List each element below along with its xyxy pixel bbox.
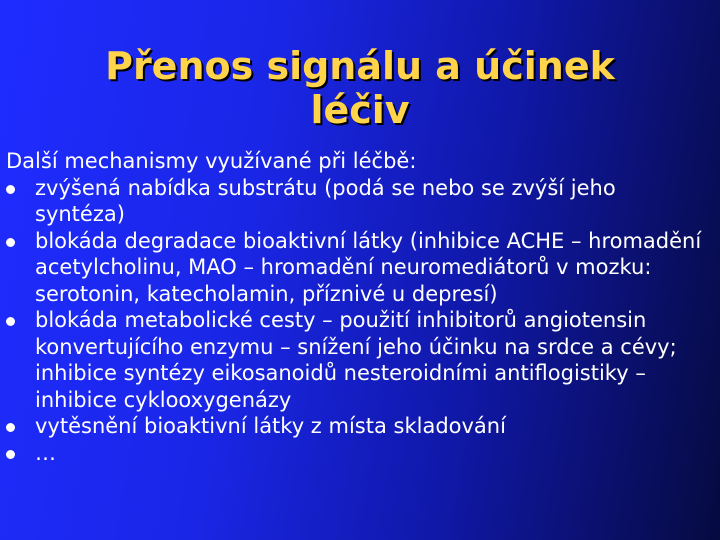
- bullet-item: [6, 440, 706, 467]
- bullet-text: blokáda degradace bioaktivní látky (inhibice ACHE – hromadění acetylcholinu, MAO – hromadění neuromediátorů v mozku: serotonin, katecholamin, příznivé u depresí): [35, 228, 702, 306]
- bullet-text: …: [35, 440, 56, 465]
- bullet-item: [6, 413, 706, 440]
- bullet-item: [6, 307, 706, 413]
- bullet-dot-icon: [6, 185, 15, 194]
- bullet-text: zvýšená nabídka substrátu (podá se nebo se zvýší jeho syntéza): [35, 175, 616, 226]
- bullet-dot-icon: [6, 423, 15, 432]
- slide-content: [6, 148, 706, 466]
- bullet-dot-icon: [6, 317, 15, 326]
- intro-text: Další mechanismy využívané při léčbě:: [6, 149, 417, 173]
- slide-title: [50, 44, 670, 132]
- bullet-item: [6, 228, 706, 308]
- slide-title-line2: léčiv: [310, 88, 410, 132]
- bullet-item: [6, 175, 706, 228]
- bullet-dot-icon: [6, 238, 15, 247]
- bullet-dot-icon: [6, 450, 15, 459]
- bullet-text: vytěsnění bioaktivní látky z místa skladování: [35, 414, 506, 438]
- bullet-list: [6, 175, 706, 467]
- slide-title-line1: Přenos signálu a účinek: [105, 44, 615, 88]
- bullet-text: blokáda metabolické cesty – použití inhibitorů angiotensin konvertujícího enzymu – snížení jeho účinku na srdce a cévy; inhibice syntézy eikosanoidů nesteroidními antiflogistiky – inhibice cyklooxygenázy: [35, 308, 677, 412]
